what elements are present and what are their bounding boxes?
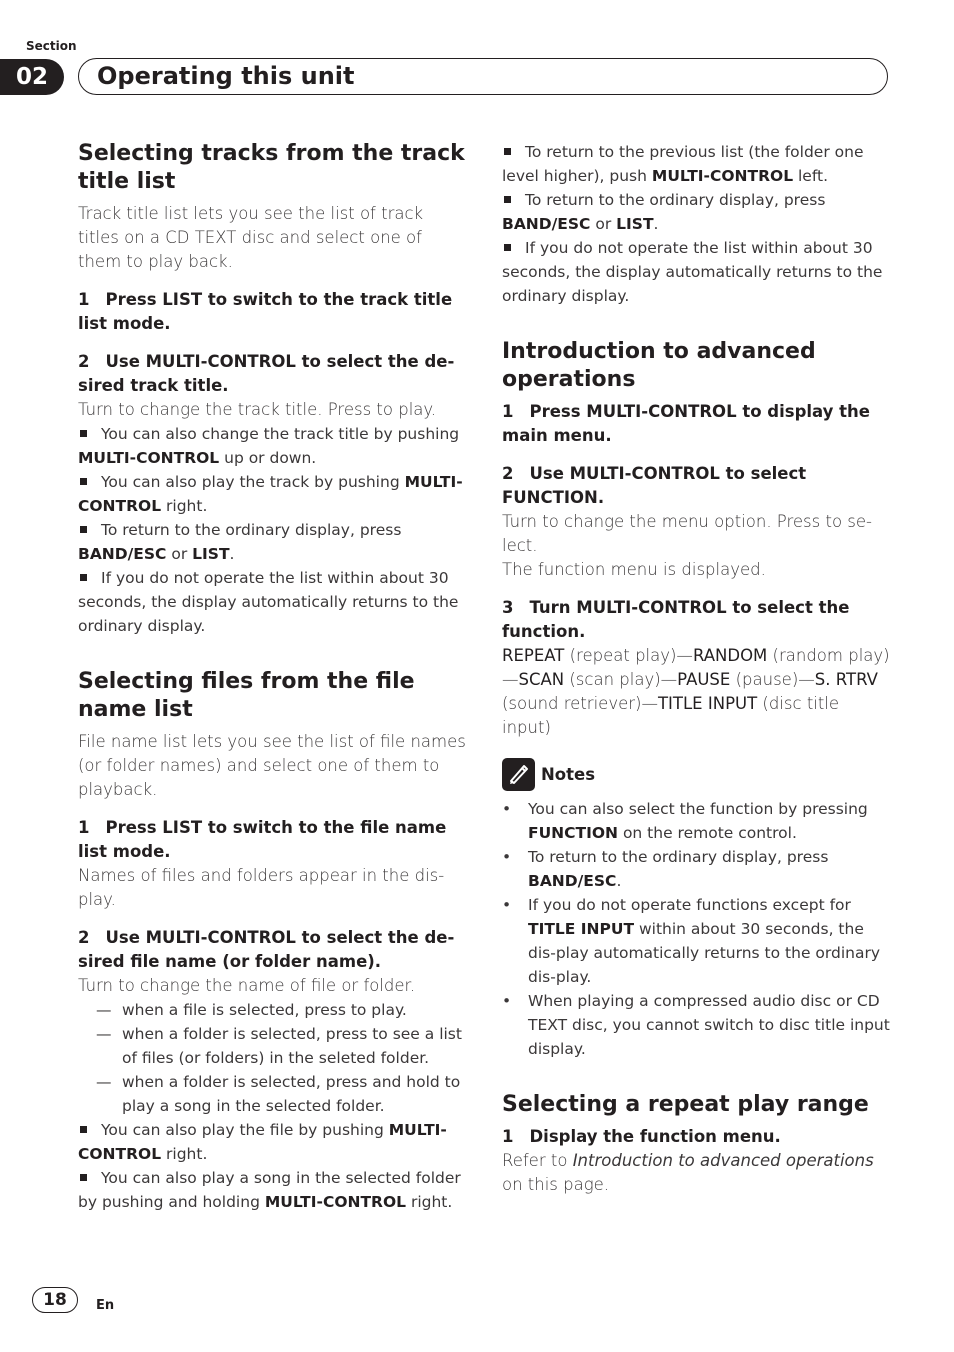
step-body: Turn to change the track title. Press to play. (78, 400, 437, 419)
note-item: To return to the ordinary display, press BAND/ESC or LIST. (78, 521, 402, 563)
step-text: Display the function menu. (529, 1127, 781, 1146)
step-body: Turn to change the name of file or folder. (78, 976, 416, 995)
square-bullet-icon (504, 148, 511, 155)
note-item: You can also play the track by pushing MULTI-CONTROL right. (78, 473, 463, 515)
bullet-item: • To return to the ordinary display, press BAND/ESC. (502, 848, 829, 890)
step-text: Press LIST to switch to the track title list mode. (78, 290, 453, 333)
page-title: Operating this unit (97, 62, 355, 90)
dash-item: — when a folder is selected, press and hold to play a song in the selected folder. (96, 1073, 461, 1115)
heading-advanced-operations: Introduction to advanced operations (502, 339, 816, 392)
step (78, 816, 466, 864)
step-text: Turn MULTI-CONTROL to select the function. (502, 598, 850, 641)
note-item: You can also change the track title by pushing MULTI-CONTROL up or down. (78, 425, 460, 467)
notes-header (502, 758, 890, 791)
dash-item: — when a folder is selected, press to see a list of files (or folders) in the seleted folder. (96, 1025, 462, 1067)
intro-text: Track title list lets you see the list of track titles on a CD TEXT disc and select one of them to play back. (78, 204, 424, 271)
step-body: Refer to Introduction to advanced operations on this page. (502, 1151, 874, 1194)
page-number: 18 (32, 1287, 78, 1313)
note-item: To return to the ordinary display, press BAND/ESC or LIST. (502, 191, 826, 233)
dash-item: — when a file is selected, press to play. (96, 1001, 407, 1019)
function-list: REPEAT (repeat play)—RANDOM (random play)—SCAN (scan play)—PAUSE (pause)—S. RTRV (sound retriever)—TITLE INPUT (disc title input) (502, 646, 890, 737)
note-item: If you do not operate the list within about 30 seconds, the display automatically returns to the ordinary display. (78, 569, 459, 635)
note-item: To return to the previous list (the folder one level higher), push MULTI-CONTROL left. (502, 143, 864, 185)
notes-label: Notes (541, 765, 596, 784)
step-text: Press MULTI-CONTROL to display the main menu. (502, 402, 870, 445)
step-number: 2 (502, 464, 514, 483)
step-text: Use MULTI-CONTROL to select the de-sired file name (or folder name). (78, 928, 455, 971)
square-bullet-icon (80, 1174, 87, 1181)
step (78, 926, 466, 974)
heading-repeat-play-range: Selecting a repeat play range (502, 1092, 869, 1117)
step-number: 2 (78, 928, 90, 947)
pencil-icon (502, 758, 535, 791)
bullet-item: • When playing a compressed audio disc or CD TEXT disc, you cannot switch to disc title input display. (502, 992, 890, 1058)
square-bullet-icon (80, 478, 87, 485)
step (502, 596, 890, 644)
step-number: 2 (78, 352, 90, 371)
heading-track-title-list: Selecting tracks from the track title list (78, 141, 465, 194)
step-number: 1 (78, 818, 90, 837)
bullet-item: • You can also select the function by pressing FUNCTION on the remote control. (502, 800, 868, 842)
step-text: Use MULTI-CONTROL to select FUNCTION. (502, 464, 807, 507)
step-body: Turn to change the menu option. Press to se-lect. (502, 512, 872, 555)
square-bullet-icon (80, 526, 87, 533)
step-text: Press LIST to switch to the file name list mode. (78, 818, 447, 861)
note-item: If you do not operate the list within about 30 seconds, the display automatically returns to the ordinary display. (502, 239, 883, 305)
right-column (502, 140, 890, 1197)
step-body: The function menu is displayed. (502, 560, 766, 579)
title-bar (78, 58, 888, 95)
section-label: Section (26, 39, 77, 53)
step (502, 462, 890, 510)
square-bullet-icon (80, 1126, 87, 1133)
square-bullet-icon (80, 430, 87, 437)
section-number: 02 (0, 59, 64, 95)
intro-text: File name list lets you see the list of file names (or folder names) and select one of them to playback. (78, 732, 466, 799)
left-column (78, 140, 466, 1214)
heading-file-name-list: Selecting files from the file name list (78, 669, 415, 722)
square-bullet-icon (504, 244, 511, 251)
square-bullet-icon (80, 574, 87, 581)
step (502, 400, 890, 448)
step-text: Use MULTI-CONTROL to select the de-sired track title. (78, 352, 455, 395)
step-number: 1 (78, 290, 90, 309)
step-number: 1 (502, 402, 514, 421)
square-bullet-icon (504, 196, 511, 203)
step-body: Names of files and folders appear in the dis-play. (78, 866, 445, 909)
note-item: You can also play the file by pushing MULTI-CONTROL right. (78, 1121, 447, 1163)
step (502, 1125, 890, 1149)
step-number: 1 (502, 1127, 514, 1146)
step (78, 350, 466, 398)
step-number: 3 (502, 598, 514, 617)
bullet-item: • If you do not operate functions except for TITLE INPUT within about 30 seconds, the dis-play automatically returns to the ordinary dis-play. (502, 896, 880, 986)
language-label: En (96, 1298, 115, 1313)
note-item: You can also play a song in the selected folder by pushing and holding MULTI-CONTROL right. (78, 1169, 461, 1211)
step (78, 288, 466, 336)
